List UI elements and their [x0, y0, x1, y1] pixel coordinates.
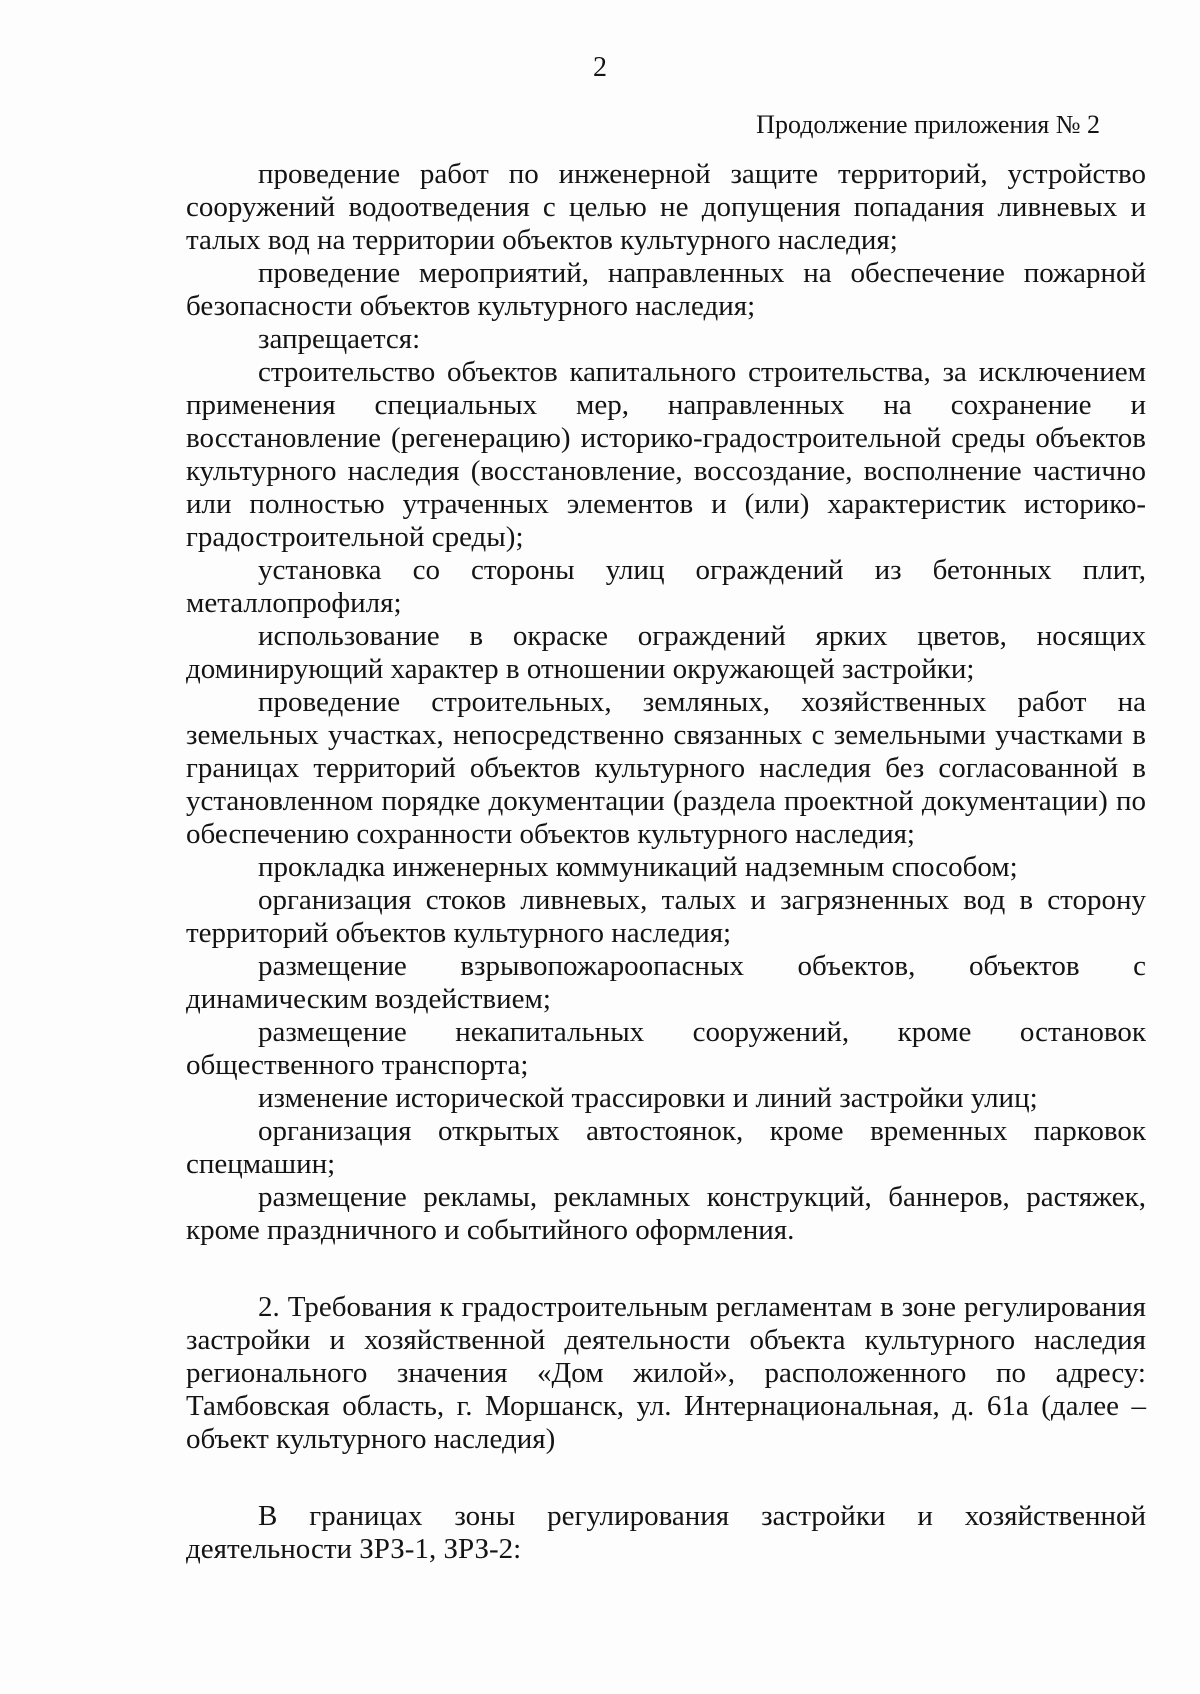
section-spacer: [186, 1247, 1146, 1291]
paragraph: размещение взрывопожароопасных объектов, объектов с динамическим воздействием;: [186, 950, 1146, 1015]
paragraph: установка со стороны улиц ограждений из бетонных плит, металлопрофиля;: [186, 554, 1146, 619]
paragraph: организация стоков ливневых, талых и загрязненных вод в сторону территорий объектов культурного наследия;: [186, 884, 1146, 949]
paragraph: проведение мероприятий, направленных на обеспечение пожарной безопасности объектов культурного наследия;: [186, 257, 1146, 322]
document-body: [186, 158, 1146, 1566]
continuation-header: Продолжение приложения № 2: [756, 110, 1100, 139]
section-spacer: [186, 1456, 1146, 1500]
paragraph: использование в окраске ограждений ярких цветов, носящих доминирующий характер в отношении окружающей застройки;: [186, 620, 1146, 685]
paragraph: организация открытых автостоянок, кроме временных парковок спецмашин;: [186, 1115, 1146, 1180]
paragraph: проведение строительных, земляных, хозяйственных работ на земельных участках, непосредственно связанных с земельными участками в границах территорий объектов культурного наследия без согласованной в установленном порядке документации (раздела проектной документации) по обеспечению сохранности объектов культурного наследия;: [186, 686, 1146, 850]
page-number: 2: [593, 52, 607, 83]
section-2-heading: 2. Требования к градостроительным регламентам в зоне регулирования застройки и хозяйственной деятельности объекта культурного наследия регионального значения «Дом жилой», расположенного по адресу: Тамбовская область, г. Моршанск, ул. Интернациональная, д. 61а (далее – объект культурного наследия): [186, 1291, 1146, 1455]
paragraph: размещение рекламы, рекламных конструкций, баннеров, растяжек, кроме праздничного и событийного оформления.: [186, 1181, 1146, 1246]
paragraph: прокладка инженерных коммуникаций надземным способом;: [258, 851, 1018, 883]
paragraph: изменение исторической трассировки и линий застройки улиц;: [258, 1082, 1038, 1114]
paragraph: строительство объектов капитального строительства, за исключением применения специальных мер, направленных на сохранение и восстановление (регенерацию) историко-градостроительной среды объектов культурного наследия (восстановление, воссоздание, восполнение частично или полностью утраченных элементов и (или) характеристик историко-градостроительной среды);: [186, 356, 1146, 553]
paragraph: проведение работ по инженерной защите территорий, устройство сооружений водоотведения с целью не допущения попадания ливневых и талых вод на территории объектов культурного наследия;: [186, 158, 1146, 256]
paragraph: запрещается:: [258, 323, 421, 355]
zone-paragraph: В границах зоны регулирования застройки и хозяйственной деятельности ЗРЗ-1, ЗРЗ-2:: [186, 1500, 1146, 1565]
paragraph: размещение некапитальных сооружений, кроме остановок общественного транспорта;: [186, 1016, 1146, 1081]
